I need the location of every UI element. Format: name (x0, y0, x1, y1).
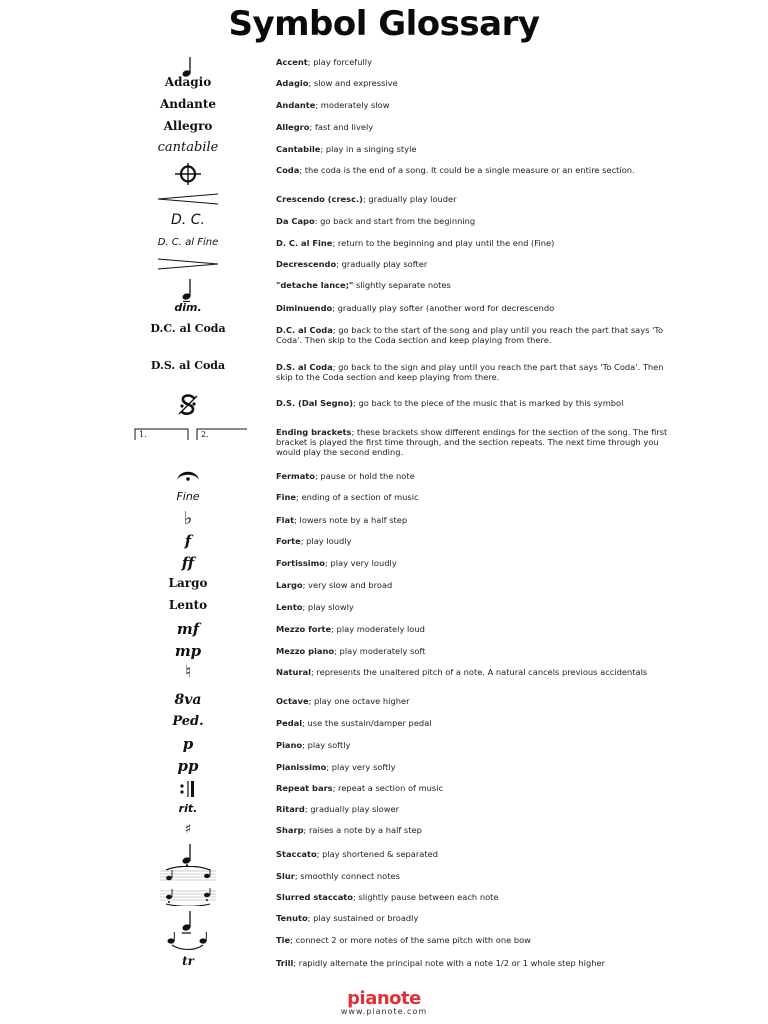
glossary-desc: D.C. al Coda; go back to the start of the song and play until you reach the part that says 'To Coda'. Then skip to the Coda section and keep playing from there. (276, 325, 664, 345)
ds-al-coda-symbol: D.S. al Coda (150, 359, 226, 372)
dc-al-fine-symbol: D. C. al Fine (157, 237, 219, 248)
ending-bracket-1-label: 1. (139, 430, 147, 439)
glossary-desc: Largo; very slow and broad (276, 580, 393, 590)
glossary-desc: Flat; lowers note by a half step (276, 515, 408, 525)
natural-symbol: ♮ (184, 662, 192, 682)
da-capo-symbol: D. C. (171, 212, 205, 228)
glossary-desc: Fortissimo; play very loudly (276, 558, 397, 568)
glossary-desc: Mezzo piano; play moderately soft (276, 646, 426, 656)
andante-symbol: Andante (159, 97, 217, 111)
glossary-desc: Allegro; fast and lively (276, 122, 374, 132)
glossary-desc: Piano; play softly (276, 740, 351, 750)
glossary-desc: Accent; play forcefully (276, 57, 372, 67)
glossary-desc: Diminuendo; gradually play softer (another word for decrescendo (276, 303, 555, 313)
fine-symbol: Fine (176, 490, 200, 503)
website-url: www.pianote.com (340, 1007, 428, 1016)
adagio-symbol: Adagio (164, 75, 212, 89)
glossary-desc: Staccato; play shortened & separated (276, 849, 438, 859)
glossary-desc: D.S. (Dal Segno); go back to the piece of the music that is marked by this symbol (276, 398, 624, 408)
glossary-desc: Ending brackets; these brackets show different endings for the section of the song. The first bracket is played the first time through, and the section repeats. The next time through you would play the second ending. (276, 427, 668, 457)
glossary-desc: Slurred staccato; slightly pause between each note (276, 892, 499, 902)
piano-symbol: p (182, 735, 194, 753)
trill-symbol: tr (182, 954, 194, 968)
decrescendo-hairpin-icon (128, 258, 248, 270)
mezzo-piano-symbol: mp (174, 642, 202, 660)
fermata-icon (128, 467, 248, 483)
glossary-desc: Octave; play one octave higher (276, 696, 410, 706)
glossary-desc: Andante; moderately slow (276, 100, 390, 110)
glossary-desc: Tie; connect 2 or more notes of the same pitch with one bow (276, 935, 531, 945)
glossary-desc: Fermato; pause or hold the note (276, 471, 415, 481)
glossary-desc: Da Capo: go back and start from the beginning (276, 216, 476, 226)
lento-symbol: Lento (168, 598, 208, 612)
detache-note-icon (128, 278, 248, 302)
glossary-desc: D.S. al Coda; go back to the sign and play until you reach the part that says 'To Coda'. Then skip to the Coda section and keep playing from there. (276, 362, 664, 382)
cantabile-symbol: cantabile (157, 140, 219, 155)
glossary-desc: Mezzo forte; play moderately loud (276, 624, 425, 634)
repeat-bars-icon (128, 780, 248, 798)
pianissimo-symbol: pp (177, 757, 199, 775)
glossary-desc: Decrescendo; gradually play softer (276, 259, 428, 269)
tie-icon (128, 931, 248, 951)
glossary-desc: Trill; rapidly alternate the principal note with a note 1/2 or 1 whole step higher (276, 958, 606, 968)
glossary-desc: Pianissimo; play very softly (276, 762, 396, 772)
flat-symbol: ♭ (183, 508, 193, 529)
fortissimo-symbol: ff (181, 554, 195, 572)
rit-symbol: rit. (178, 802, 198, 815)
forte-symbol: f (184, 532, 192, 550)
glossary-desc: Lento; play slowly (276, 602, 354, 612)
segno-icon (128, 394, 248, 416)
glossary-desc: "detache lance;" slightly separate notes (276, 280, 451, 290)
octave-symbol: 8va (174, 692, 202, 708)
dc-al-coda-symbol: D.C. al Coda (150, 322, 226, 335)
glossary-desc: Coda; the coda is the end of a song. It could be a single measure or an entire section. (276, 165, 635, 175)
staccato-note-icon (128, 843, 248, 867)
glossary-desc: Pedal; use the sustain/damper pedal (276, 718, 432, 728)
page-title: Symbol Glossary (228, 4, 540, 44)
glossary-desc: Fine; ending of a section of music (276, 492, 419, 502)
glossary-desc: Sharp; raises a note by a half step (276, 825, 422, 835)
glossary-desc: Natural; represents the unaltered pitch of a note. A natural cancels previous accidentals (276, 667, 648, 677)
glossary-desc: Slur; smoothly connect notes (276, 871, 400, 881)
glossary-desc: Crescendo (cresc.); gradually play louder (276, 194, 457, 204)
glossary-desc: Repeat bars; repeat a section of music (276, 783, 444, 793)
ending-bracket-2-label: 2. (201, 430, 209, 439)
coda-icon (128, 163, 248, 185)
glossary-desc: Forte; play loudly (276, 536, 352, 546)
crescendo-hairpin-icon (128, 193, 248, 205)
glossary-desc: Adagio; slow and expressive (276, 78, 398, 88)
allegro-symbol: Allegro (163, 119, 213, 133)
glossary-desc: Tenuto; play sustained or broadly (276, 913, 419, 923)
slur-icon (128, 866, 248, 884)
ending-brackets-icon (134, 427, 248, 441)
slurred-staccato-icon (128, 886, 248, 906)
largo-symbol: Largo (168, 576, 208, 590)
pedal-symbol: Ped. (172, 714, 204, 729)
glossary-desc: Cantabile; play in a singing style (276, 144, 417, 154)
dim-symbol: dim. (174, 301, 202, 314)
glossary-desc: Ritard; gradually play slower (276, 804, 400, 814)
glossary-desc: D. C. al Fine; return to the beginning and play until the end (Fine) (276, 238, 555, 248)
mezzo-forte-symbol: mf (176, 620, 200, 638)
footer (0, 988, 768, 1016)
pianote-logo: pianote (347, 988, 421, 1009)
sharp-symbol: ♯ (184, 822, 192, 837)
